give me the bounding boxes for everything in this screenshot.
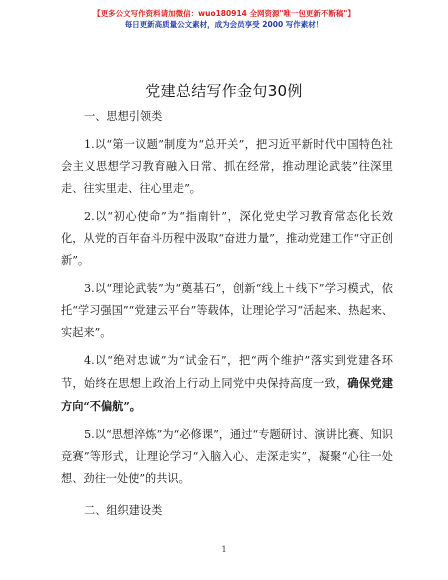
document-title: 党建总结写作金句30例 — [145, 82, 303, 100]
document-body — [61, 106, 393, 522]
paragraph-item-2: 2.以“初心使命”为“指南针”，深化党史学习教育常态化长效化，从党的百年奋斗历程中汲取“奋进力量”，推动党建工作“守正创新”。 — [61, 210, 393, 267]
section-heading-thought: 一、思想引领类 — [84, 110, 163, 123]
promo-banner — [0, 8, 448, 30]
paragraph-item-5: 5.以“思想淬炼”为“必修课”，通过“专题研讨、演讲比赛、知识竞赛”等形式，让理论学习“入脑入心、走深走实”，凝聚“心往一处想、劲往一处使”的共识。 — [61, 428, 393, 485]
section-heading-organization: 二、组织建设类 — [84, 504, 163, 517]
paragraph-item-4-text: 4.以“绝对忠诚”为“试金石”，把“两个维护”落实到党建各环节，始终在思想上政治上行动上同党中央保持高度一致， — [61, 354, 393, 390]
promo-banner-line-1: 【更多公文写作资料请加微信：wuo180914 全网资源"唯一包更新不断稿"】 — [93, 9, 355, 18]
paragraph-item-4-bold: 确保党建方向“不偏航”。 — [61, 376, 393, 413]
paragraph-item-1: 1.以“第一议题”制度为“总开关”，把习近平新时代中国特色社会主义思想学习教育融入日常、抓在经常，推动理论武装”往深里走、往实里走、往心里走”。 — [61, 138, 393, 195]
paragraph-item-4 — [61, 350, 393, 418]
paragraph-item-3: 3.以“理论武装”为“奠基石”，创新“线上＋线下”学习模式，依托“学习强国”“党建云平台”等载体，让理论学习“活起来、热起来、实起来”。 — [61, 282, 393, 339]
page-number: 1 — [221, 545, 227, 554]
promo-banner-line-2: 每日更新高质量公文素材，成为会员享受 2000 写作素材！ — [124, 20, 324, 29]
